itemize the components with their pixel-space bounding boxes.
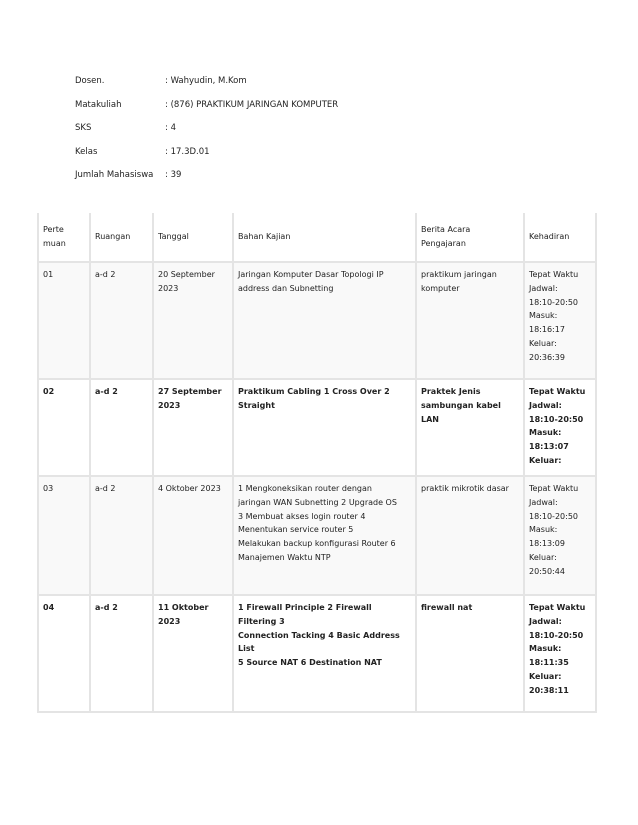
info-value: : 4 <box>165 123 176 133</box>
table-row <box>38 379 596 476</box>
cell-bahan-kajian: 1 Mengkoneksikan router dengan jaringan WAN Subnetting 2 Upgrade OS 3 Membuat akses login router 4 Menentukan service router 5 Melakukan backup konfigurasi Router 6 Manajemen Waktu NTP <box>233 476 416 595</box>
cell-berita-acara: Praktek Jenis sambungan kabel LAN <box>416 379 524 476</box>
cell-berita-acara: praktikum jaringan komputer <box>416 262 524 379</box>
cell-tanggal: 11 Oktober 2023 <box>153 595 233 712</box>
cell-berita-acara: firewall nat <box>416 595 524 712</box>
attendance-table <box>37 213 597 713</box>
cell-kehadiran: Tepat Waktu Jadwal: 18:10-20:50 Masuk: 18:11:35 Keluar: 20:38:11 <box>524 595 596 712</box>
table-row <box>38 595 596 712</box>
cell-tanggal: 27 September 2023 <box>153 379 233 476</box>
header-pertemuan: Perte muan <box>38 213 90 262</box>
cell-tanggal: 4 Oktober 2023 <box>153 476 233 595</box>
cell-berita-acara: praktik mikrotik dasar <box>416 476 524 595</box>
header-bahan-kajian: Bahan Kajian <box>233 213 416 262</box>
cell-bahan-kajian: 1 Firewall Principle 2 Firewall Filtering 3 Connection Tacking 4 Basic Address List 5 Source NAT 6 Destination NAT <box>233 595 416 712</box>
cell-pertemuan: 01 <box>38 262 90 379</box>
info-row-dosen <box>75 76 338 100</box>
cell-kehadiran: Tepat Waktu Jadwal: 18:10-20:50 Masuk: 18:13:09 Keluar: 20:50:44 <box>524 476 596 595</box>
header-berita-acara: Berita Acara Pengajaran <box>416 213 524 262</box>
cell-ruangan: a-d 2 <box>90 262 153 379</box>
info-label: Jumlah Mahasiswa <box>75 170 154 180</box>
info-value: : 39 <box>165 170 182 180</box>
info-row-sks <box>75 123 338 147</box>
cell-pertemuan: 04 <box>38 595 90 712</box>
course-info <box>75 76 338 194</box>
table-row <box>38 262 596 379</box>
info-value: : Wahyudin, M.Kom <box>165 76 247 86</box>
cell-ruangan: a-d 2 <box>90 476 153 595</box>
header-ruangan: Ruangan <box>90 213 153 262</box>
cell-ruangan: a-d 2 <box>90 379 153 476</box>
header-kehadiran: Kehadiran <box>524 213 596 262</box>
info-label: Matakuliah <box>75 99 122 110</box>
info-value: : 17.3D.01 <box>165 146 210 157</box>
info-row-jumlah-mahasiswa <box>75 170 338 194</box>
cell-kehadiran: Tepat Waktu Jadwal: 18:10-20:50 Masuk: 18:16:17 Keluar: 20:36:39 <box>524 262 596 379</box>
header-tanggal: Tanggal <box>153 213 233 262</box>
cell-bahan-kajian: Praktikum Cabling 1 Cross Over 2 Straight <box>233 379 416 476</box>
info-label: Kelas <box>75 146 98 157</box>
cell-ruangan: a-d 2 <box>90 595 153 712</box>
table-row <box>38 476 596 595</box>
info-row-kelas <box>75 147 338 171</box>
info-value: : (876) PRAKTIKUM JARINGAN KOMPUTER <box>165 99 339 110</box>
info-label: Dosen. <box>75 76 105 86</box>
table-header-row <box>38 213 596 262</box>
cell-pertemuan: 02 <box>38 379 90 476</box>
info-label: SKS <box>75 123 92 133</box>
cell-pertemuan: 03 <box>38 476 90 595</box>
cell-bahan-kajian: Jaringan Komputer Dasar Topologi IP address dan Subnetting <box>233 262 416 379</box>
info-row-matakuliah <box>75 100 338 124</box>
cell-tanggal: 20 September 2023 <box>153 262 233 379</box>
cell-kehadiran: Tepat Waktu Jadwal: 18:10-20:50 Masuk: 18:13:07 Keluar: <box>524 379 596 476</box>
